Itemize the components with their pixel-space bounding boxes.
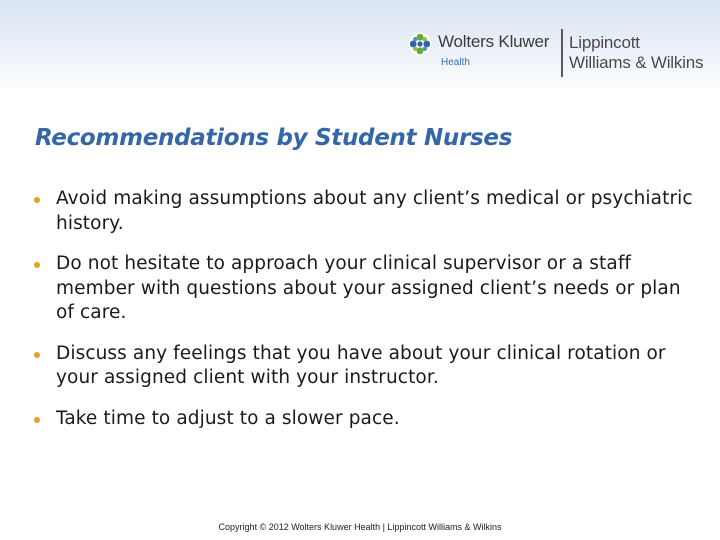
bullet-item (34, 342, 704, 391)
publisher-division: Health (441, 57, 470, 68)
bullet-text: Discuss any feelings that you have about your clinical rotation or your assigned client with your instructor. (56, 342, 666, 388)
bullet-dot-icon (34, 417, 40, 423)
bullet-item (34, 187, 704, 236)
bullet-item (34, 407, 704, 432)
logo-divider (561, 29, 563, 77)
copyright-footer: Copyright © 2012 Wolters Kluwer Health | Lippincott Williams & Wilkins (218, 522, 502, 532)
publisher-name: Wolters Kluwer (438, 32, 550, 51)
slide-title: Recommendations by Student Nurses (35, 125, 513, 151)
bullet-dot-icon (34, 197, 40, 203)
publisher-logo (404, 28, 716, 82)
bullet-text: Do not hesitate to approach your clinical supervisor or a staff member with questions about your assigned client’s needs or plan of care. (56, 253, 681, 323)
bullet-text: Take time to adjust to a slower pace. (56, 407, 400, 429)
bullet-text: Avoid making assumptions about any client’s medical or psychiatric history. (56, 188, 693, 234)
wolters-kluwer-globe-icon (408, 32, 432, 56)
bullet-list (34, 187, 704, 447)
bullet-item (34, 252, 704, 326)
imprint-name-line1: Lippincott (569, 33, 640, 52)
bullet-dot-icon (34, 352, 40, 358)
bullet-dot-icon (34, 262, 40, 268)
imprint-name-line2: Williams & Wilkins (569, 53, 704, 72)
